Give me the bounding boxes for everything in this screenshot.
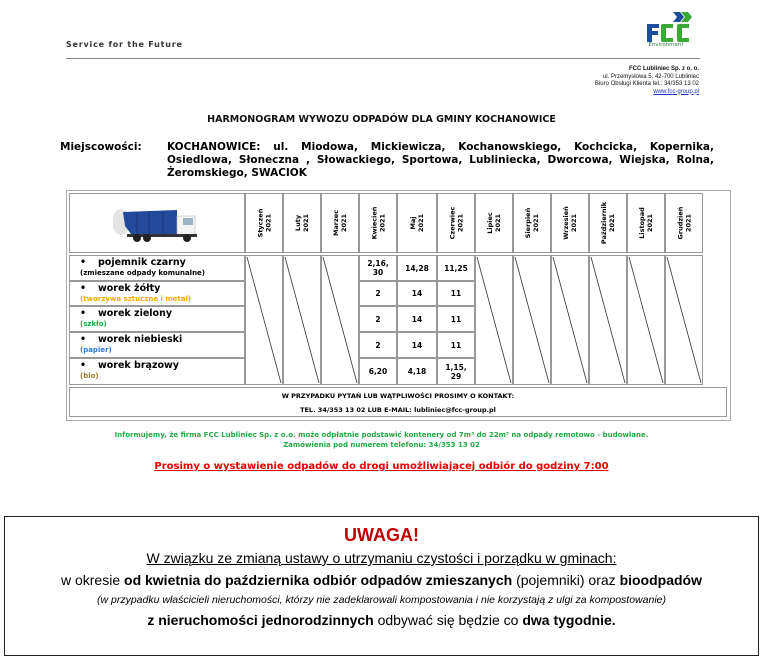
fcc-logo <box>643 10 693 50</box>
pickup-dates-czerwiec: 11,25 <box>437 255 475 281</box>
month-label: Styczeń 2021 <box>255 208 272 238</box>
container-info-line2: Zamówienia pod numerem telefonu: 34/353 13 02 <box>283 441 480 449</box>
no-pickup-cell <box>513 255 551 385</box>
pickup-dates-czerwiec: 11 <box>437 306 475 332</box>
month-label: Listopad 2021 <box>637 207 654 239</box>
waste-type-name <box>80 334 244 346</box>
month-header <box>551 193 589 253</box>
month-label: Maj 2021 <box>409 213 425 233</box>
notice-line2-d: bioodpadów <box>619 572 702 588</box>
pickup-dates-maj: 14,28 <box>397 255 437 281</box>
no-pickup-cell <box>245 255 283 385</box>
waste-type-label: worek niebieski <box>98 334 183 345</box>
locations-label: Miejscowości: <box>60 141 142 153</box>
notice-line2-c: (pojemniki) oraz <box>512 572 620 588</box>
waste-type-row <box>69 358 245 385</box>
month-label: Sierpień 2021 <box>523 207 540 239</box>
month-header <box>359 193 397 253</box>
month-header <box>589 193 627 253</box>
month-label: Luty 2021 <box>294 213 310 233</box>
month-header <box>397 193 437 253</box>
month-header <box>283 193 321 253</box>
month-label: Wrzesień 2021 <box>562 206 578 240</box>
website-link[interactable]: www.fcc-group.pl <box>653 88 699 95</box>
diagonal-strike-icon <box>666 256 702 384</box>
waste-type-desc: (zmieszane odpady komunalne) <box>80 269 206 277</box>
notice-line2-b: od kwietnia do października odbiór odpadów zmieszanych <box>124 572 513 588</box>
no-pickup-cell <box>321 255 359 385</box>
bullet: • <box>80 308 87 319</box>
company-street: ul. Przemysłowa 5, 42-700 Lubliniec <box>602 73 699 80</box>
month-header <box>245 193 283 253</box>
month-header <box>513 193 551 253</box>
month-header <box>437 193 475 253</box>
notice-line4-c: dwa tygodnie. <box>522 612 616 628</box>
bullet: • <box>80 360 87 371</box>
pickup-dates-maj: 4,18 <box>397 358 437 385</box>
pickup-dates-czerwiec: 11 <box>437 281 475 306</box>
pickup-time-note: Prosimy o wystawienie odpadów do drogi umożliwiającej odbiór do godziny 7:00 <box>154 461 609 472</box>
diagonal-strike-icon <box>514 256 550 384</box>
diagonal-strike-icon <box>284 256 320 384</box>
diagonal-strike-icon <box>322 256 358 384</box>
month-header <box>475 193 513 253</box>
month-label: Marzec 2021 <box>331 209 348 237</box>
notice-line3: (w przypadku właścicieli nieruchomości, którzy nie zadeklarowali kompostowania i nie korzystają z ulgi za kompostowanie) <box>97 594 666 606</box>
bullet: • <box>80 257 87 268</box>
diagonal-strike-icon <box>590 256 626 384</box>
notice-line4-a: z nieruchomości jednorodzinnych <box>147 612 374 628</box>
waste-type-label: worek brązowy <box>98 360 179 371</box>
pickup-dates-kwiecien: 2 <box>359 332 397 358</box>
pickup-dates-czerwiec: 11 <box>437 332 475 358</box>
waste-type-label: worek żółty <box>98 283 161 294</box>
notice-line1: W związku ze zmianą ustawy o utrzymaniu czystości i porządku w gminach: <box>146 550 617 566</box>
month-label: Grudzień 2021 <box>676 206 692 240</box>
diagonal-strike-icon <box>246 256 282 384</box>
pickup-dates-kwiecien: 2 <box>359 306 397 332</box>
bullet: • <box>80 334 87 345</box>
no-pickup-cell <box>589 255 627 385</box>
notice-box <box>4 516 759 656</box>
waste-type-label: pojemnik czarny <box>98 257 186 268</box>
no-pickup-cell <box>665 255 703 385</box>
no-pickup-cell <box>475 255 513 385</box>
contact-cell <box>69 387 727 417</box>
tagline: Service for the Future <box>66 40 183 49</box>
pickup-dates-maj: 14 <box>397 332 437 358</box>
header-divider <box>66 58 700 59</box>
contact-line2: TEL. 34/353 13 02 LUB E-MAIL: lubliniec@fcc-group.pl <box>300 406 496 414</box>
notice-line4-b: odbywać się będzie co <box>373 612 523 628</box>
waste-type-row <box>69 306 245 332</box>
schedule-table <box>66 190 731 421</box>
locations-text: KOCHANOWICE: ul. Miodowa, Mickiewicza, Kochanowskiego, Kochcicka, Kopernika, Osiedlowa, Słoneczna , Słowackiego, Sportowa, Lubliniecka, Dworcowa, Wiejska, Rolna, Żeromskiego, SWACIOK <box>167 141 714 179</box>
waste-type-row <box>69 281 245 306</box>
waste-type-name <box>80 360 244 372</box>
pickup-dates-maj: 14 <box>397 281 437 306</box>
document-title: HARMONOGRAM WYWOZU ODPADÓW DLA GMINY KOCHANOWICE <box>207 114 556 125</box>
notice-line2-a: w okresie <box>60 572 125 588</box>
pickup-dates-czerwiec: 1,15, 29 <box>437 358 475 385</box>
pickup-dates-kwiecien: 2,16, 30 <box>359 255 397 281</box>
waste-type-desc: (szkło) <box>80 320 107 328</box>
no-pickup-cell <box>551 255 589 385</box>
company-address <box>595 66 699 96</box>
month-header <box>627 193 665 253</box>
waste-type-desc: (bio) <box>80 372 99 380</box>
pickup-dates-kwiecien: 6,20 <box>359 358 397 385</box>
notice-line2 <box>5 572 758 588</box>
month-header <box>665 193 703 253</box>
waste-type-row <box>69 332 245 358</box>
company-name: FCC Lubliniec Sp. z o. o. <box>629 66 699 72</box>
waste-type-name <box>80 308 244 320</box>
garbage-truck-icon <box>113 204 203 244</box>
bullet: • <box>80 283 87 294</box>
waste-type-label: worek zielony <box>98 308 173 319</box>
diagonal-strike-icon <box>476 256 512 384</box>
container-info-line1: Informujemy, że firma FCC Lubliniec Sp. z o.o. może odpłatnie podstawić kontenery od 7m³ do 22m³ na odpady remotowo - budowlane. <box>114 431 649 439</box>
waste-type-name <box>80 283 244 295</box>
fcc-logo-icon <box>643 10 693 44</box>
waste-type-desc: (tworzywa sztuczne i metal) <box>80 295 192 303</box>
month-header <box>321 193 359 253</box>
month-label: Październik 2021 <box>600 201 616 245</box>
notice-title: UWAGA! <box>344 525 419 545</box>
waste-type-name <box>80 257 244 269</box>
diagonal-strike-icon <box>552 256 588 384</box>
month-label: Kwiecień 2021 <box>369 206 386 240</box>
no-pickup-cell <box>283 255 321 385</box>
month-label: Lipiec 2021 <box>485 212 502 234</box>
logo-subtext: Environment <box>648 42 684 48</box>
notice-line4 <box>5 612 758 628</box>
company-phone: Biuro Obsługi Klienta tel.: 34/353 13 02 <box>594 81 699 87</box>
waste-type-desc: (papier) <box>80 346 112 354</box>
truck-header-cell <box>69 193 245 253</box>
pickup-dates-kwiecien: 2 <box>359 281 397 306</box>
no-pickup-cell <box>627 255 665 385</box>
diagonal-strike-icon <box>628 256 664 384</box>
waste-type-row <box>69 255 245 281</box>
month-label: Czerwiec 2021 <box>447 206 464 240</box>
contact-line1: W PRZYPADKU PYTAŃ LUB WĄTPLIWOŚCI PROSIMY O KONTAKT: <box>281 392 515 400</box>
pickup-dates-maj: 14 <box>397 306 437 332</box>
